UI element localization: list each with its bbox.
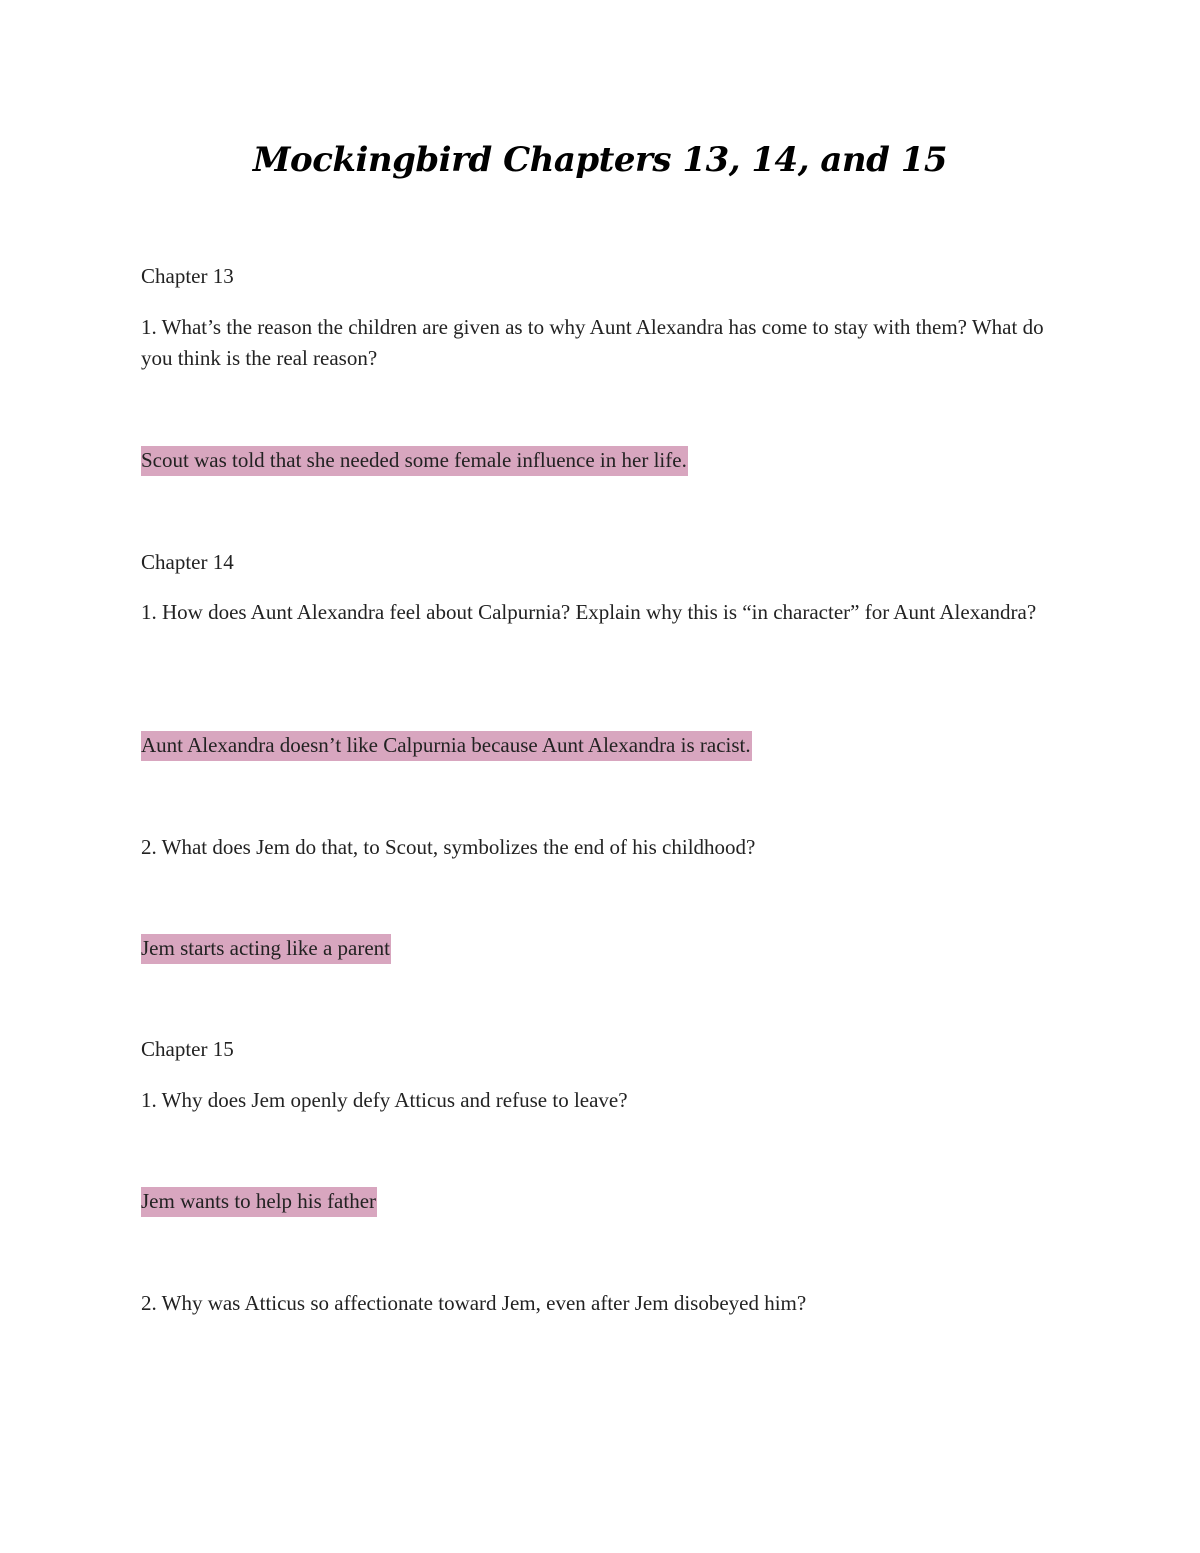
chapter-13-answer-1	[141, 445, 1051, 476]
chapter-13-question-1: 1. What’s the reason the children are given as to why Aunt Alexandra has come to stay with them? What do you think is the real reason?	[141, 315, 1044, 370]
chapter-15-question-1: 1. Why does Jem openly defy Atticus and refuse to leave?	[141, 1088, 628, 1112]
chapter-15-question-2: 2. Why was Atticus so affectionate toward Jem, even after Jem disobeyed him?	[141, 1291, 807, 1315]
highlighted-answer: Jem wants to help his father	[141, 1187, 377, 1217]
document-title: Mockingbird Chapters 13, 14, and 15	[252, 140, 948, 180]
highlighted-answer: Aunt Alexandra doesn’t like Calpurnia because Aunt Alexandra is racist.	[141, 731, 752, 761]
highlighted-answer: Jem starts acting like a parent	[141, 934, 391, 964]
chapter-14-question-1: 1. How does Aunt Alexandra feel about Calpurnia? Explain why this is “in character” for Aunt Alexandra?	[141, 600, 1037, 624]
chapter-14-answer-2	[141, 933, 1051, 964]
chapter-13-heading: Chapter 13	[141, 264, 234, 288]
chapter-14-question-2: 2. What does Jem do that, to Scout, symbolizes the end of his childhood?	[141, 835, 756, 859]
chapter-15-answer-1	[141, 1186, 1051, 1217]
highlighted-answer: Scout was told that she needed some female influence in her life.	[141, 446, 688, 476]
chapter-14-heading: Chapter 14	[141, 550, 234, 574]
chapter-15-heading: Chapter 15	[141, 1037, 234, 1061]
chapter-14-answer-1	[141, 730, 1051, 761]
